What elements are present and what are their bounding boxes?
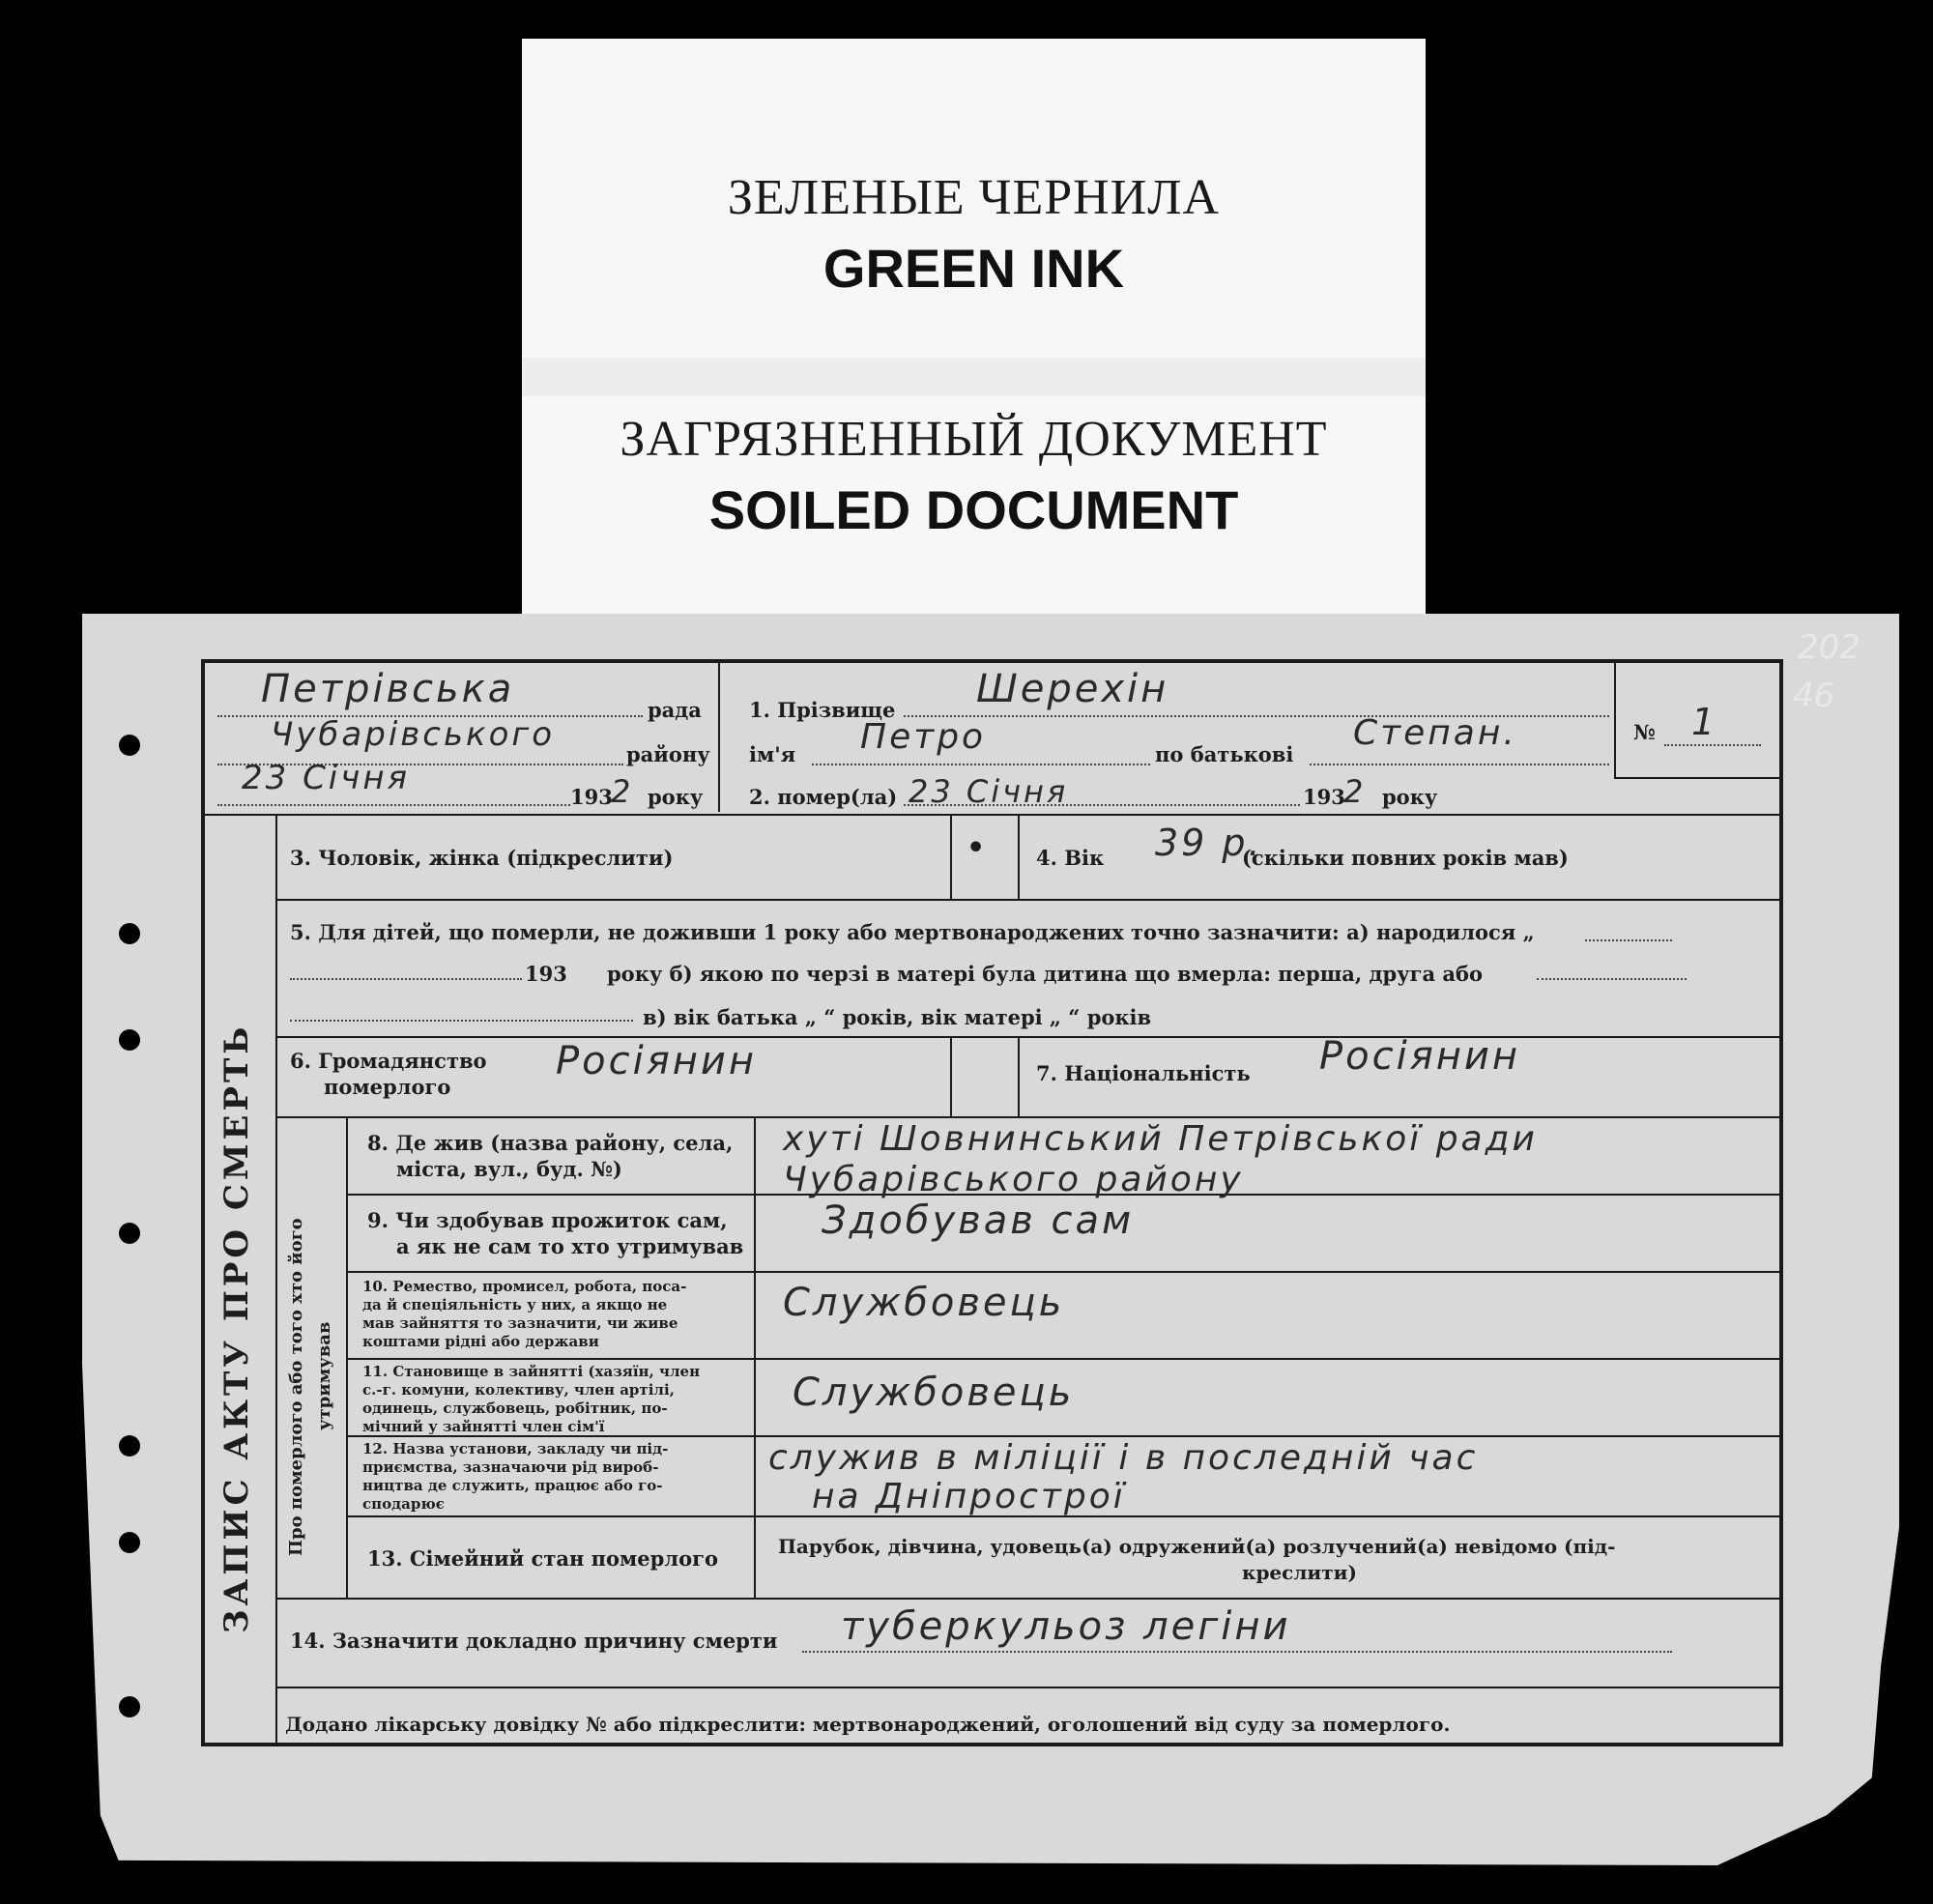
notice-green-ink-en: GREEN INK bbox=[822, 238, 1125, 299]
nationality-label: 7. Національність bbox=[1036, 1061, 1251, 1085]
workplace-label-2: приємства, зазначаючи рід вироб- bbox=[362, 1458, 659, 1476]
patronymic-handwritten: Степан. bbox=[1353, 713, 1517, 753]
residence-label-2: міста, вул., буд. №) bbox=[396, 1157, 622, 1181]
marital-status-label: 13. Сімейний стан померлого bbox=[367, 1546, 718, 1571]
age-label: 4. Вік bbox=[1036, 846, 1105, 870]
occupation-label-3: мав зайняття то зазначити, чи живе bbox=[362, 1314, 678, 1332]
rada-handwritten: Петрівська bbox=[261, 667, 515, 711]
subtitle-vertical-2: утримував bbox=[314, 1321, 334, 1430]
marital-status-options-1: Парубок, дівчина, удовець(а) одружений(а) розлучений(а) невідомо (під- bbox=[778, 1535, 1616, 1558]
raion-handwritten: Чубарівського bbox=[271, 715, 556, 754]
given-name-label: ім'я bbox=[749, 742, 796, 766]
death-date-label: 2. помер(ла) bbox=[749, 785, 898, 809]
record-number-handwritten: 1 bbox=[1691, 701, 1718, 743]
livelihood-label-1: 9. Чи здобував прожиток сам, bbox=[367, 1208, 728, 1232]
cause-of-death-label: 14. Зазначити докладно причину смерти bbox=[290, 1629, 778, 1653]
binder-hole bbox=[119, 923, 140, 944]
marital-status-options-2: креслити) bbox=[1242, 1561, 1357, 1584]
occupation-label-4: коштами рідні або держави bbox=[362, 1333, 599, 1350]
age-handwritten: 39 р. bbox=[1155, 822, 1263, 864]
residence-handwritten-2: Чубарівського району bbox=[783, 1160, 1244, 1199]
binder-hole bbox=[119, 1532, 140, 1553]
death-year-prefix: 193 bbox=[1303, 785, 1345, 809]
sex-label: 3. Чоловік, жінка (підкреслити) bbox=[290, 846, 674, 870]
card-fold bbox=[522, 358, 1426, 396]
death-date-handwritten: 23 Січня bbox=[909, 773, 1069, 810]
binder-hole bbox=[119, 1029, 140, 1051]
record-year-handwritten: 2 bbox=[611, 773, 634, 810]
employment-status-handwritten: Службовець bbox=[793, 1370, 1075, 1415]
binder-hole bbox=[119, 1223, 140, 1244]
occupation-handwritten: Службовець bbox=[783, 1281, 1065, 1325]
binder-hole bbox=[119, 1696, 140, 1717]
record-number-label: № bbox=[1633, 720, 1656, 744]
citizenship-handwritten: Росіянин bbox=[556, 1039, 758, 1083]
infant-line-2: року б) якою по черзі в матері була дитина що вмерла: перша, друга або bbox=[607, 962, 1484, 986]
archive-case-number: 46 bbox=[1793, 677, 1835, 715]
death-year-label: року bbox=[1382, 785, 1438, 809]
sex-mark: • bbox=[966, 831, 986, 865]
notice-soiled-en: SOILED DOCUMENT bbox=[708, 479, 1239, 540]
citizenship-label-2: померлого bbox=[324, 1075, 451, 1099]
form-title-vertical: ЗАПИС АКТУ ПРО СМЕРТЬ bbox=[217, 1023, 256, 1633]
age-note: (скільки повних років мав) bbox=[1242, 846, 1569, 870]
infant-line-3: в) вік батька „ “ років, вік матері „ “ років bbox=[643, 1005, 1152, 1029]
employment-status-label-4: мічний у зайнятті член сім'ї bbox=[362, 1418, 605, 1435]
infant-year-prefix: 193 bbox=[525, 962, 567, 986]
archive-folio-number: 202 bbox=[1798, 628, 1861, 667]
given-name-handwritten: Петро bbox=[860, 717, 987, 757]
nationality-handwritten: Росіянин bbox=[1319, 1034, 1521, 1079]
archival-notice-card bbox=[522, 39, 1426, 620]
residence-label-1: 8. Де жив (назва району, села, bbox=[367, 1131, 734, 1155]
citizenship-label-1: 6. Громадянство bbox=[290, 1049, 487, 1073]
record-year-label: року bbox=[648, 785, 704, 809]
record-year-prefix: 193 bbox=[570, 785, 613, 809]
workplace-label-1: 12. Назва установи, закладу чи під- bbox=[362, 1440, 669, 1457]
subtitle-vertical-1: Про померлого або того хто його bbox=[286, 1218, 306, 1556]
workplace-handwritten-1: служив в міліції і в последній час bbox=[768, 1438, 1479, 1478]
binder-hole bbox=[119, 735, 140, 756]
infant-line-1: 5. Для дітей, що померли, не доживши 1 року або мертвонароджених точно зазначити: а) народилося „ bbox=[290, 920, 1535, 944]
workplace-handwritten-2: на Дніпрострої bbox=[812, 1477, 1126, 1516]
binder-hole bbox=[119, 1435, 140, 1457]
notice-soiled-ru: ЗАГРЯЗНЕННЫЙ ДОКУМЕНТ bbox=[620, 412, 1328, 467]
patronymic-label: по батькові bbox=[1155, 742, 1294, 766]
cause-of-death-handwritten: туберкульоз легіни bbox=[841, 1604, 1291, 1649]
occupation-label-1: 10. Ремество, промисел, робота, поса- bbox=[362, 1278, 687, 1295]
surname-label: 1. Прізвище bbox=[749, 698, 896, 722]
employment-status-label-2: с.-г. комуни, колективу, член артілі, bbox=[362, 1381, 675, 1399]
employment-status-label-3: одинець, службовець, робітник, по- bbox=[362, 1399, 668, 1417]
occupation-label-2: да й спеціяльність у них, а якщо не bbox=[362, 1296, 668, 1313]
livelihood-handwritten: Здобував сам bbox=[822, 1198, 1135, 1243]
employment-status-label-1: 11. Становище в зайнятті (хазяїн, член bbox=[362, 1363, 701, 1380]
workplace-label-4: сподарює bbox=[362, 1495, 445, 1513]
livelihood-label-2: а як не сам то хто утримував bbox=[396, 1234, 744, 1258]
record-date-handwritten: 23 Січня bbox=[242, 759, 411, 797]
residence-handwritten-1: хуті Шовнинський Петрівської ради bbox=[783, 1119, 1538, 1159]
death-year-handwritten: 2 bbox=[1343, 773, 1367, 810]
medical-certificate-line: Додано лікарську довідку № або підкреслити: мертвонароджений, оголошений від суду за померлого. bbox=[285, 1713, 1451, 1736]
surname-handwritten: Шерехін bbox=[976, 667, 1169, 711]
raion-label: району bbox=[626, 742, 710, 766]
workplace-label-3: ництва де служить, працює або го- bbox=[362, 1477, 663, 1494]
rada-label: рада bbox=[648, 698, 702, 722]
notice-green-ink-ru: ЗЕЛЕНЫЕ ЧЕРНИЛА bbox=[727, 170, 1221, 225]
